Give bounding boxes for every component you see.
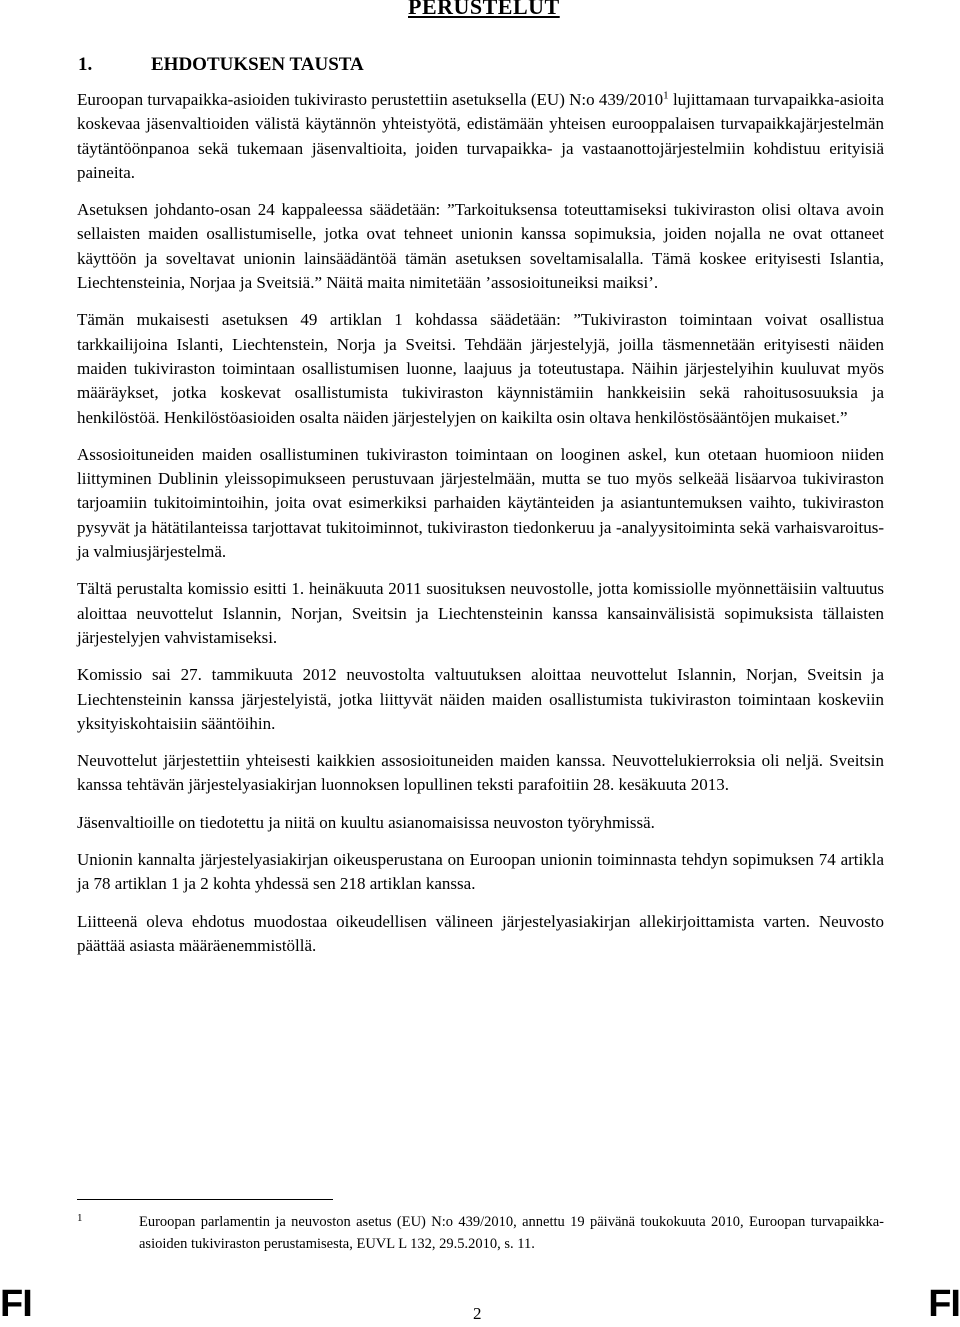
footnote-reference[interactable]: 1 [663, 89, 669, 102]
paragraph: Tältä perustalta komissio esitti 1. heinäkuuta 2011 suosituksen neuvostolle, jotta komissiolle myönnettäisiin valtuutus aloittaa neuvottelut Islannin, Norjan, Sveitsin ja Liechtensteinin kanssa kansainvälisistä sopimuksista tällaisten järjestelyjen vahvistamiseksi. [77, 579, 884, 647]
paragraph: Komissio sai 27. tammikuuta 2012 neuvostolta valtuutuksen aloittaa neuvottelut Islannin, Norjan, Sveitsin ja Liechtensteinin kanssa järjestelyistä, jotka liittyvät näiden maiden osallistumista tukiviraston toimintaan koskeviin yksityiskohtaisiin sääntöihin. [77, 665, 884, 733]
paragraph: Neuvottelut järjestettiin yhteisesti kaikkien assosioituneiden maiden kanssa. Neuvottelukierroksia oli neljä. Sveitsin kanssa tehtävän järjestelyasiakirjan luonnoksen lopullinen teksti parafoitiin 28. kesäkuuta 2013. [77, 751, 884, 795]
body-text [77, 88, 884, 971]
footnote [77, 1211, 884, 1255]
page-number: 2 [473, 1304, 482, 1323]
paragraph: Asetuksen johdanto-osan 24 kappaleessa säädetään: ”Tarkoituksensa toteuttamiseksi tukiviraston olisi oltava avoin sellaisten maiden osallistumiselle, jotka ovat tehneet unionin kanssa sopimuksia, joiden nojalla ne ovat ottaneet käyttöön ja soveltavat unionin lainsäädäntöä tämän asetuksen soveltamisalalla. Tämä koskee erityisesti Islantia, Liechtensteinia, Norjaa ja Sveitsiä.” Näitä maita nimitetään ’assosioituneiksi maiksi’. [77, 200, 884, 293]
paragraph: Tämän mukaisesti asetuksen 49 artiklan 1 kohdassa säädetään: ”Tukiviraston toimintaan voivat osallistua tarkkailijoina Islanti, Liechtenstein, Norja ja Sveitsi. Tehdään järjestelyjä, joilla täsmennetään erityisesti näiden maiden tukiviraston toimintaan osallistumisen luonne, laajuus ja toteutustapa. Näihin järjestelyihin kuuluvat myös määräykset, jotka koskevat osallistumista tukiviraston käynnistämiin hankkeisiin sekä rahoitusosuuksia ja henkilöstöä. Henkilöstöasioiden osalta näiden järjestelyjen on kaikilta osin oltava henkilöstösääntöjen mukaiset.” [77, 310, 884, 427]
paragraph: Jäsenvaltioille on tiedotettu ja niitä on kuultu asianomaisissa neuvoston työryhmissä. [77, 812, 655, 832]
footnote-separator [77, 1199, 333, 1200]
paragraph: Assosioituneiden maiden osallistuminen tukiviraston toimintaan on looginen askel, kun otetaan huomioon niiden liittyminen Dublinin yleissopimukseen perustuvaan järjestelmään, mutta se tuo myös selkeää lisäarvoa tukiviraston tarjoamiin tukitoimintoihin, joita ovat esimerkiksi parhaiden käytänteiden ja asiantuntemuksen vaihto, tukiviraston pysyvät ja hätätilanteissa tarjottavat tukitoiminnot, tukiviraston tiedonkeruu ja -analyysitoiminta sekä varhaisvaroitus- ja valmiusjärjestelmä. [77, 444, 884, 562]
footnote-number: 1 [77, 1212, 83, 1224]
footnote-text: Euroopan parlamentin ja neuvoston asetus (EU) N:o 439/2010, annettu 19 päivänä toukokuuta 2010, Euroopan turvapaikka-asioiden tukiviraston perustamisesta, EUVL L 132, 29.5.2010, s. 11. [139, 1214, 884, 1252]
page-header-label: PERUSTELUT [408, 0, 560, 19]
section-heading [78, 54, 364, 76]
paragraph: Unionin kannalta järjestelyasiakirjan oikeusperustana on Euroopan unionin toiminnasta tehdyn sopimuksen 74 artikla ja 78 artiklan 1 ja 2 kohta yhdessä sen 218 artiklan kanssa. [77, 850, 884, 894]
section-number: 1. [78, 54, 93, 75]
footer-language-left: FI [0, 1283, 32, 1325]
section-title: EHDOTUKSEN TAUSTA [151, 54, 364, 75]
paragraph-text: Euroopan turvapaikka-asioiden tukivirasto perustettiin asetuksella (EU) N:o 439/2010 [77, 90, 664, 109]
paragraph [77, 88, 884, 185]
footer-language-right: FI [928, 1283, 960, 1325]
paragraph-text-continued: lujittamaan turvapaikka-asioita koskevaa jäsenvaltioiden välistä käytännön yhteistyötä, edistämään yhteisen eurooppalaisen turvapaikkajärjestelmän täytäntöönpanoa sekä tukemaan jäsenvaltioita, joiden turvapaikka- ja vastaanottojärjestelmiin kohdistuu erityisiä paineita. [77, 90, 884, 182]
paragraph: Liitteenä oleva ehdotus muodostaa oikeudellisen välineen järjestelyasiakirjan allekirjoittamista varten. Neuvosto päättää asiasta määräenemmistöllä. [77, 911, 884, 955]
